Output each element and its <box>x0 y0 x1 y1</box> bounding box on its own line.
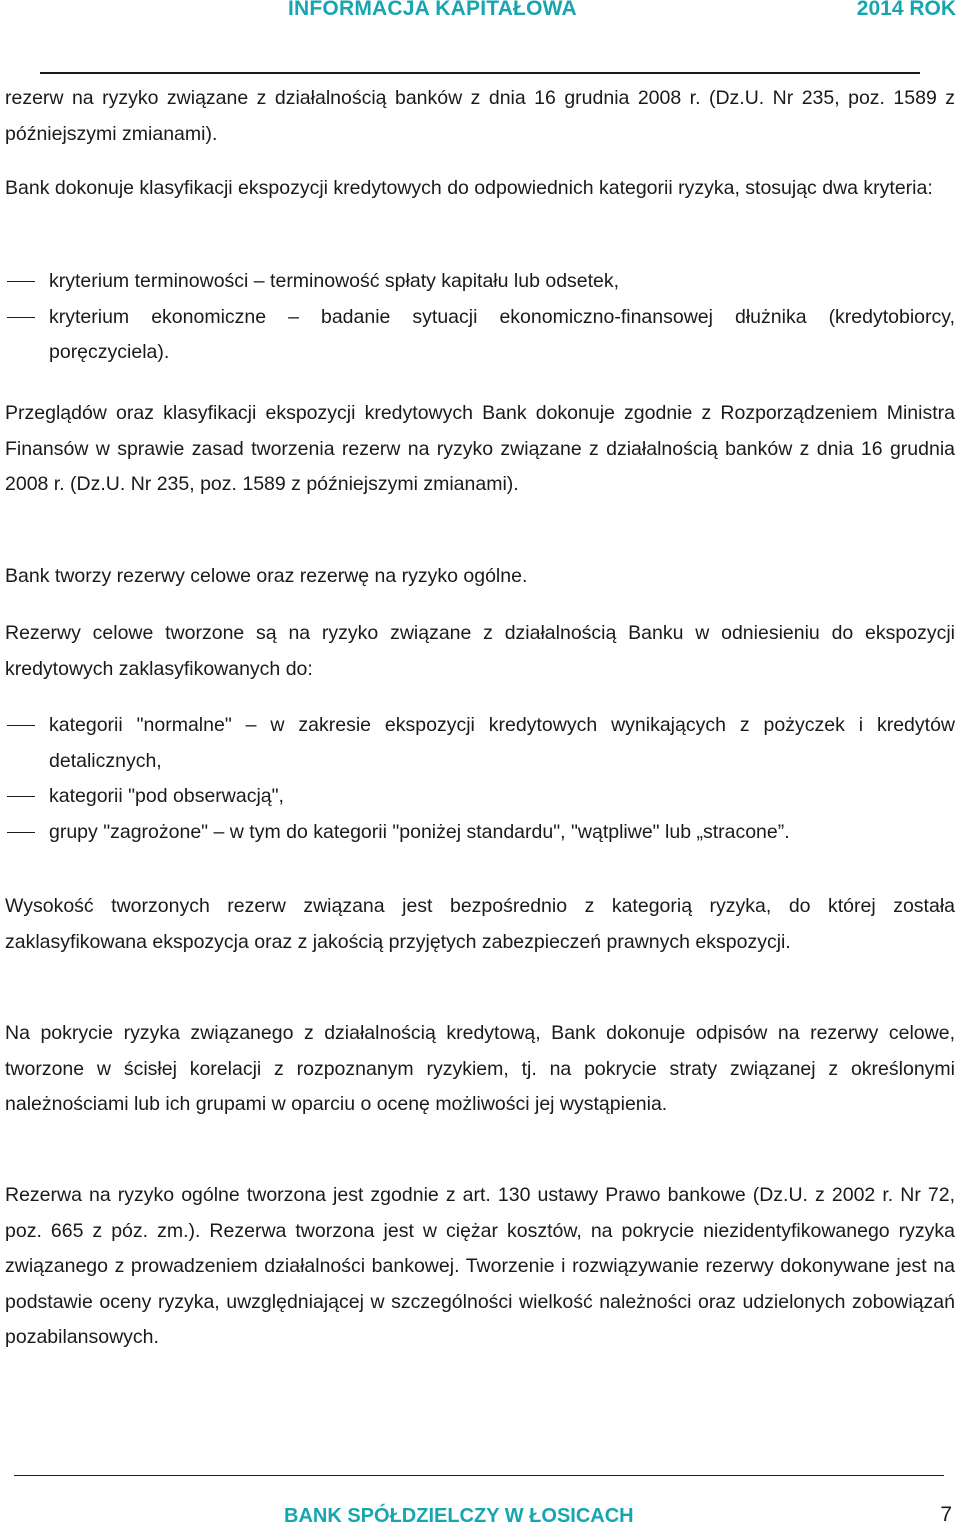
footer-divider <box>14 1475 944 1476</box>
footer-bank-name: BANK SPÓŁDZIELCZY W ŁOSICACH <box>284 1505 634 1527</box>
categories-list <box>5 708 955 850</box>
dash-bullet-icon <box>7 281 35 282</box>
header-title: INFORMACJA KAPITAŁOWA <box>288 0 577 20</box>
paragraph-classification-intro: Bank dokonuje klasyfikacji ekspozycji kredytowych do odpowiednich kategorii ryzyka, stosując dwa kryteria: <box>5 177 933 199</box>
paragraph-reserve-amount: Wysokość tworzonych rezerw związana jest bezpośrednio z kategorią ryzyka, do której została zaklasyfikowana ekspozycja oraz z jakością przyjętych zabezpieczeń prawnych ekspozycji. <box>5 895 955 953</box>
header-year: 2014 ROK <box>856 0 956 20</box>
paragraph-risk-coverage: Na pokrycie ryzyka związanego z działalnością kredytową, Bank dokonuje odpisów na rezerwy celowe, tworzone w ścisłej korelacji z rozpoznanym ryzykiem, tj. na pokrycie straty związanej z określonymi należnościami lub ich grupami w oparciu o ocenę możliwości jej wystąpienia. <box>5 1022 955 1115</box>
list-item: kategorii "normalne" – w zakresie ekspozycji kredytowych wynikających z pożyczek i kredytów detalicznych, <box>5 708 955 779</box>
paragraph-continuation: rezerw na ryzyko związane z działalnością banków z dnia 16 grudnia 2008 r. (Dz.U. Nr 235, poz. 1589 z późniejszymi zmianami). <box>5 87 955 145</box>
paragraph-specific-reserves: Rezerwy celowe tworzone są na ryzyko związane z działalnością Banku w odniesieniu do ekspozycji kredytowych zaklasyfikowanych do: <box>5 622 955 680</box>
dash-bullet-icon <box>7 832 35 833</box>
list-item: kategorii "pod obserwacją", <box>5 779 955 815</box>
list-item: kryterium terminowości – terminowość spłaty kapitału lub odsetek, <box>5 264 955 300</box>
paragraph-review-regulation: Przeglądów oraz klasyfikacji ekspozycji kredytowych Bank dokonuje zgodnie z Rozporządzeniem Ministra Finansów w sprawie zasad tworzenia rezerw na ryzyko związane z działalnością banków z dnia 16 grudnia 2008 r. (Dz.U. Nr 235, poz. 1589 z późniejszymi zmianami). <box>5 402 955 495</box>
dash-bullet-icon <box>7 317 35 318</box>
header-divider <box>40 72 920 74</box>
list-item: kryterium ekonomiczne – badanie sytuacji ekonomiczno-finansowej dłużnika (kredytobiorcy, poręczyciela). <box>5 300 955 371</box>
list-item: grupy "zagrożone" – w tym do kategorii "poniżej standardu", "wątpliwe" lub „stracone”. <box>5 815 955 851</box>
dash-bullet-icon <box>7 725 35 726</box>
paragraph-reserves-types: Bank tworzy rezerwy celowe oraz rezerwę na ryzyko ogólne. <box>5 565 528 587</box>
dash-bullet-icon <box>7 796 35 797</box>
page-number: 7 <box>940 1503 952 1526</box>
criteria-list <box>5 264 955 371</box>
paragraph-general-reserve: Rezerwa na ryzyko ogólne tworzona jest zgodnie z art. 130 ustawy Prawo bankowe (Dz.U. z 2002 r. Nr 72, poz. 665 z póz. zm.). Rezerwa tworzona jest w ciężar kosztów, na pokrycie niezidentyfikowanego ryzyka związanego z prowadzeniem działalności bankowej. Tworzenie i rozwiązywanie rezerwy dokonywane jest na podstawie oceny ryzyka, uwzględniającej w szczególności wielkość należności oraz udzielonych zobowiązań pozabilansowych. <box>5 1184 955 1348</box>
